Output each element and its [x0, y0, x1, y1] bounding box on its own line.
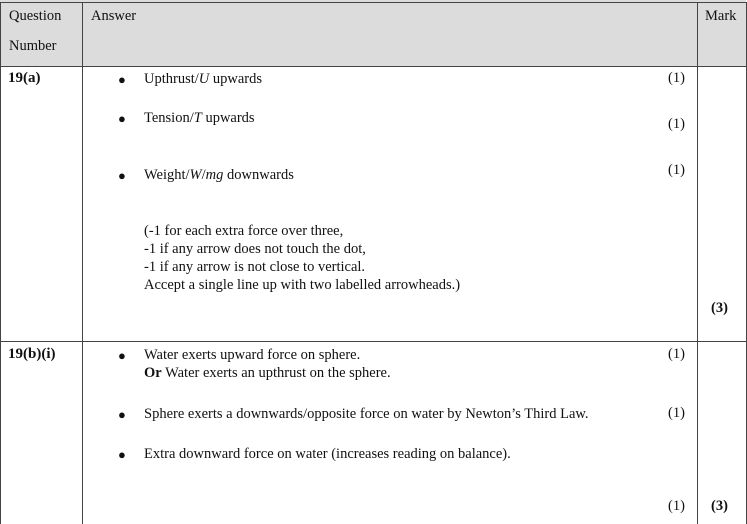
note-line: (-1 for each extra force over three,	[144, 223, 344, 239]
header-answer: Answer	[91, 8, 137, 24]
table-border-top	[0, 2, 747, 3]
answer-water-upthrust: Or Water exerts an upthrust on the sphere.	[144, 365, 391, 381]
header-number: Number	[9, 38, 57, 54]
mark-tension: (1)	[668, 116, 685, 132]
answer-upthrust: Upthrust/U upwards	[144, 71, 263, 87]
column-divider-1	[82, 2, 83, 524]
answer-newtons-third-law: Sphere exerts a downwards/opposite force on water by Newton’s Third Law.	[144, 406, 589, 422]
mark-water-force: (1)	[668, 346, 685, 362]
mark-upthrust: (1)	[668, 70, 685, 86]
mark-extra-downward-force: (1)	[668, 498, 685, 514]
total-mark-19a: (3)	[711, 300, 728, 316]
answer-weight: Weight/W/mg downwards	[144, 167, 294, 183]
mark-newtons-third-law: (1)	[668, 405, 685, 421]
bullet: ●	[118, 447, 126, 462]
note-line: -1 if any arrow does not touch the dot,	[144, 241, 366, 257]
table-border-left	[0, 2, 1, 524]
mark-weight: (1)	[668, 162, 685, 178]
header-question: Question	[9, 8, 62, 24]
note-line: -1 if any arrow is not close to vertical.	[144, 259, 366, 275]
answer-extra-downward-force: Extra downward force on water (increases reading on balance).	[144, 446, 511, 462]
bullet: ●	[118, 72, 126, 87]
bullet: ●	[118, 168, 126, 183]
total-mark-19bi: (3)	[711, 498, 728, 514]
answer-water-force: Water exerts upward force on sphere.	[144, 347, 361, 363]
row-divider	[0, 341, 747, 342]
header-mark: Mark	[705, 8, 737, 24]
column-divider-2	[697, 2, 698, 524]
question-number-19a: 19(a)	[8, 70, 41, 86]
bullet: ●	[118, 348, 126, 363]
question-number-19bi: 19(b)(i)	[8, 346, 56, 362]
note-line: Accept a single line up with two labelled arrowheads.)	[144, 277, 461, 293]
bullet: ●	[118, 407, 126, 422]
bullet: ●	[118, 111, 126, 126]
answer-tension: Tension/T upwards	[144, 110, 255, 126]
header-divider	[0, 66, 747, 67]
